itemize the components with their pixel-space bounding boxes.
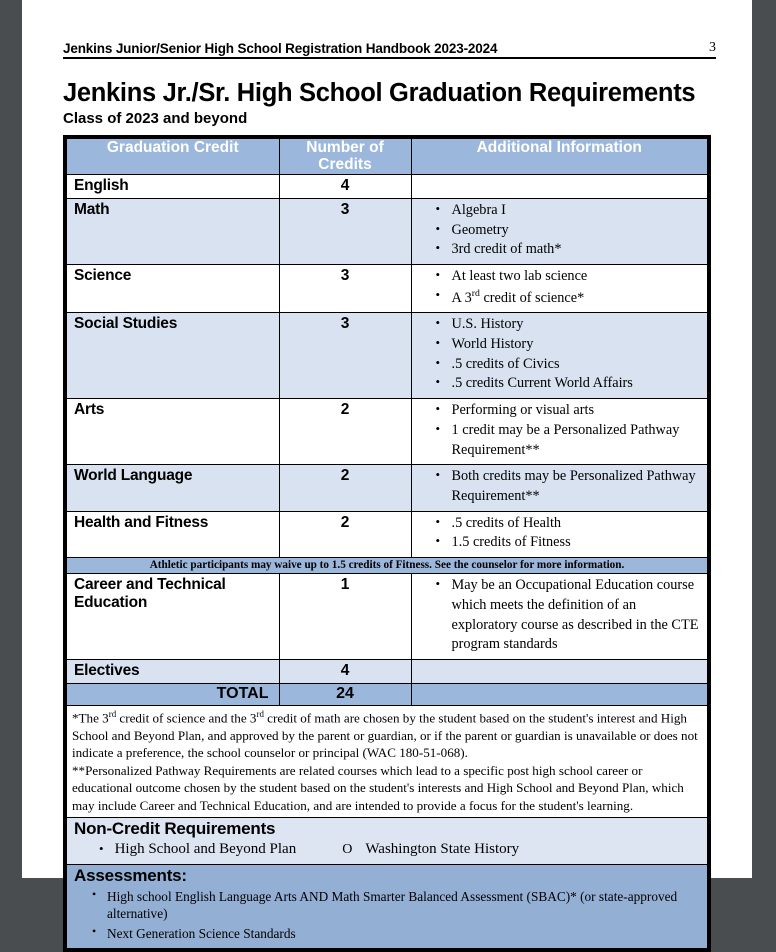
assessments-heading: Assessments: [74,866,187,886]
athletic-note-text: Athletic participants may waive up to 1.5 credits of Fitness. See the counselor for more information. [65,558,709,574]
row-info [411,465,709,511]
footnotes-row [65,706,709,818]
row-credits: 4 [279,174,411,198]
row-category: Science [65,265,279,313]
row-category: Social Studies [65,313,279,399]
info-bullet: • World History [452,335,702,355]
row-category: Career and Technical Education [65,574,279,660]
row-info [411,174,709,198]
footnote-one [72,709,700,762]
footnote-one-c: credit of math are chosen by the student based on the student's interest and High School and Beyond Plan, and approved by the parent or guardian, or if the parent or guardian is unavailable or does not indicate a preference, the school counselor or principal (WAC 180-51-068). [72,710,698,761]
non-credit-cell [65,817,709,864]
info-bullet: • Algebra I [452,201,702,221]
row-credits: 3 [279,265,411,313]
row-info [411,659,709,683]
table-body [65,174,709,950]
running-header [63,40,716,59]
table-header [65,137,709,174]
total-credits: 24 [279,684,411,706]
row-category: Arts [65,399,279,465]
row-credits: 2 [279,511,411,557]
info-bullet: • .5 credits of Health [452,514,702,534]
row-category: World Language [65,465,279,511]
info-bullet: • U.S. History [452,315,702,335]
info-bullet: • .5 credits of Civics [452,355,702,375]
info-bullet: • At least two lab science [452,267,702,287]
total-label: TOTAL [65,684,279,706]
info-bullet: • 1 credit may be a Personalized Pathway Requirement** [452,421,702,460]
document-page [22,0,752,941]
info-bullet: • Geometry [452,221,702,241]
graduation-requirements-table [63,135,711,952]
table-row [65,574,709,660]
column-header-graduation-credit: Graduation Credit [65,137,279,174]
assessments-list [73,888,701,945]
info-bullet: • Performing or visual arts [452,401,702,421]
footnotes-cell [65,706,709,818]
row-credits: 2 [279,399,411,465]
footnote-one-sup-a: rd [108,709,117,720]
assessment-item: • Next Generation Science Standards [107,925,701,945]
row-category: Math [65,198,279,264]
non-credit-heading: Non-Credit Requirements [74,818,276,838]
total-row [65,684,709,706]
row-credits: 4 [279,659,411,683]
row-credits: 3 [279,313,411,399]
info-bullet: • Both credits may be Personalized Pathway Requirement** [452,467,702,506]
row-info [411,313,709,399]
bullet-solid-icon: • [99,841,104,857]
row-info [411,265,709,313]
page-title: Jenkins Jr./Sr. High School Graduation Requirements [63,79,696,107]
footnote-two: **Personalized Pathway Requirements are related courses which lead to a specific post high school career or educational outcome chosen by the student based on the student's interests and High School and Beyond Plan, which may include Career and Technical Education, and are intended to provide a focus for the student's learning. [72,762,684,813]
bullet-hollow-icon: O [342,842,353,858]
page-content [63,40,716,952]
non-credit-items [73,839,701,860]
table-row [65,465,709,511]
table-header-row [65,137,709,174]
footnote-one-b: credit of science and the 3 [116,710,257,726]
table-row [65,399,709,465]
row-credits: 3 [279,198,411,264]
row-category: English [65,174,279,198]
column-header-number-of-credits: Number of Credits [279,137,411,174]
assessments-cell [65,865,709,951]
row-info [411,511,709,557]
column-header-additional-information: Additional Information [411,137,709,174]
assessments-row [65,865,709,951]
table-row [65,174,709,198]
page-number: 3 [709,40,716,55]
row-credits: 2 [279,465,411,511]
page-subtitle: Class of 2023 and beyond [63,110,248,127]
athletic-note-row [65,558,709,574]
total-blank-cell [411,684,709,706]
running-header-title: Jenkins Junior/Senior High School Registration Handbook 2023-2024 [63,41,498,56]
info-bullet: • May be an Occupational Education course which meets the definition of an exploratory course as described in the CTE program standards [452,576,702,655]
info-bullet: • 3rd credit of math* [452,240,702,260]
table-row [65,198,709,264]
info-bullet: • A 3rd credit of science* [452,287,702,308]
info-bullet: • 1.5 credits of Fitness [452,533,702,553]
row-info [411,198,709,264]
row-info [411,399,709,465]
table-row [65,511,709,557]
non-credit-item-wa-history: Washington State History [365,841,520,858]
table-row [65,265,709,313]
row-category: Health and Fitness [65,511,279,557]
row-credits: 1 [279,574,411,660]
non-credit-item-hsbp: High School and Beyond Plan [114,841,297,858]
assessment-item: • High school English Language Arts AND Math Smarter Balanced Assessment (SBAC)* (or state-approved alternative) [107,888,701,925]
footnote-one-sup-b: rd [256,709,264,720]
non-credit-row [65,817,709,864]
footnote-one-a: *The 3 [72,710,109,726]
table-row [65,313,709,399]
row-category: Electives [65,659,279,683]
row-info [411,574,709,660]
table-row [65,659,709,683]
info-bullet: • .5 credits Current World Affairs [452,374,702,394]
